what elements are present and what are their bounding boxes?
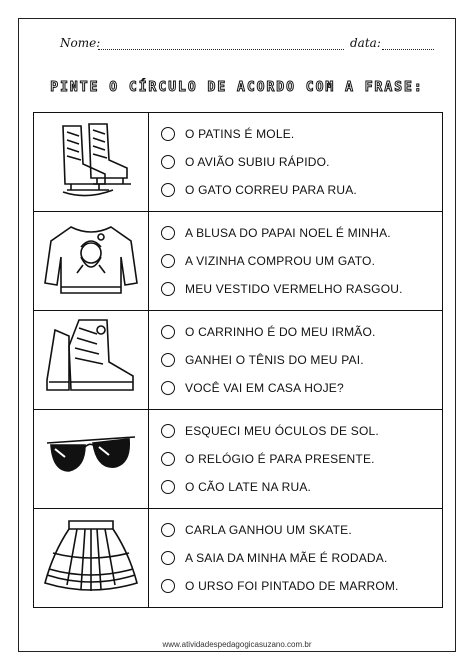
options-cell — [149, 113, 443, 212]
exercise-row — [34, 311, 443, 410]
exercise-row — [34, 212, 443, 311]
option-2[interactable] — [161, 148, 442, 176]
answer-circle-icon[interactable] — [161, 282, 175, 296]
option-text: O AVIÃO SUBIU RÁPIDO. — [185, 155, 330, 169]
option-2[interactable] — [161, 445, 442, 473]
option-2[interactable] — [161, 346, 442, 374]
option-text: GANHEI O TÊNIS DO MEU PAI. — [185, 353, 364, 367]
answer-circle-icon[interactable] — [161, 523, 175, 537]
answer-circle-icon[interactable] — [161, 424, 175, 438]
option-1[interactable] — [161, 516, 442, 544]
option-2[interactable] — [161, 247, 442, 275]
exercise-row — [34, 113, 443, 212]
ice-skates-icon — [43, 118, 139, 202]
option-text: O GATO CORREU PARA RUA. — [185, 183, 357, 197]
name-label: Nome: — [60, 36, 101, 50]
option-text: A VIZINHA COMPROU UM GATO. — [185, 254, 376, 268]
image-cell — [34, 212, 149, 311]
exercise-row — [34, 410, 443, 509]
image-cell — [34, 311, 149, 410]
option-text: O CÃO LATE NA RUA. — [185, 480, 312, 494]
answer-circle-icon[interactable] — [161, 452, 175, 466]
options-cell — [149, 410, 443, 509]
answer-circle-icon[interactable] — [161, 579, 175, 593]
option-1[interactable] — [161, 318, 442, 346]
option-3[interactable] — [161, 572, 442, 600]
answer-circle-icon[interactable] — [161, 381, 175, 395]
name-field-line[interactable] — [98, 49, 344, 50]
option-1[interactable] — [161, 120, 442, 148]
option-2[interactable] — [161, 544, 442, 572]
option-3[interactable] — [161, 275, 442, 303]
option-1[interactable] — [161, 219, 442, 247]
option-text: CARLA GANHOU UM SKATE. — [185, 523, 352, 537]
option-text: O PATINS É MOLE. — [185, 127, 295, 141]
answer-circle-icon[interactable] — [161, 353, 175, 367]
answer-circle-icon[interactable] — [161, 325, 175, 339]
option-text: O RELÓGIO É PARA PRESENTE. — [185, 452, 375, 466]
skirt-icon — [39, 513, 143, 599]
option-text: O CARRINHO É DO MEU IRMÃO. — [185, 325, 376, 339]
exercise-row — [34, 509, 443, 608]
options-cell — [149, 212, 443, 311]
option-3[interactable] — [161, 176, 442, 204]
option-text: A SAIA DA MINHA MÃE É RODADA. — [185, 551, 388, 565]
santa-sweater-icon — [41, 217, 141, 301]
option-text: O URSO FOI PINTADO DE MARROM. — [185, 579, 399, 593]
answer-circle-icon[interactable] — [161, 155, 175, 169]
option-3[interactable] — [161, 374, 442, 402]
sneaker-icon — [41, 316, 141, 400]
date-field-line[interactable] — [382, 49, 434, 50]
answer-circle-icon[interactable] — [161, 183, 175, 197]
image-cell — [34, 410, 149, 509]
options-cell — [149, 509, 443, 608]
image-cell — [34, 509, 149, 608]
answer-circle-icon[interactable] — [161, 551, 175, 565]
option-text: VOCÊ VAI EM CASA HOJE? — [185, 381, 344, 395]
option-text: A BLUSA DO PAPAI NOEL É MINHA. — [185, 226, 391, 240]
answer-circle-icon[interactable] — [161, 254, 175, 268]
sunglasses-icon — [41, 415, 141, 499]
name-date-bar — [46, 36, 436, 58]
date-label: data: — [350, 36, 381, 50]
image-cell — [34, 113, 149, 212]
answer-circle-icon[interactable] — [161, 226, 175, 240]
options-cell — [149, 311, 443, 410]
option-text: ESQUECI MEU ÓCULOS DE SOL. — [185, 424, 379, 438]
footer-url: www.atividadespedagogicasuzano.com.br — [162, 640, 312, 649]
answer-circle-icon[interactable] — [161, 480, 175, 494]
option-1[interactable] — [161, 417, 442, 445]
answer-circle-icon[interactable] — [161, 127, 175, 141]
option-3[interactable] — [161, 473, 442, 501]
exercise-table — [33, 112, 443, 608]
option-text: MEU VESTIDO VERMELHO RASGOU. — [185, 282, 403, 296]
worksheet-title: PINTE O CÍRCULO DE ACORDO COM A FRASE: — [50, 80, 424, 95]
